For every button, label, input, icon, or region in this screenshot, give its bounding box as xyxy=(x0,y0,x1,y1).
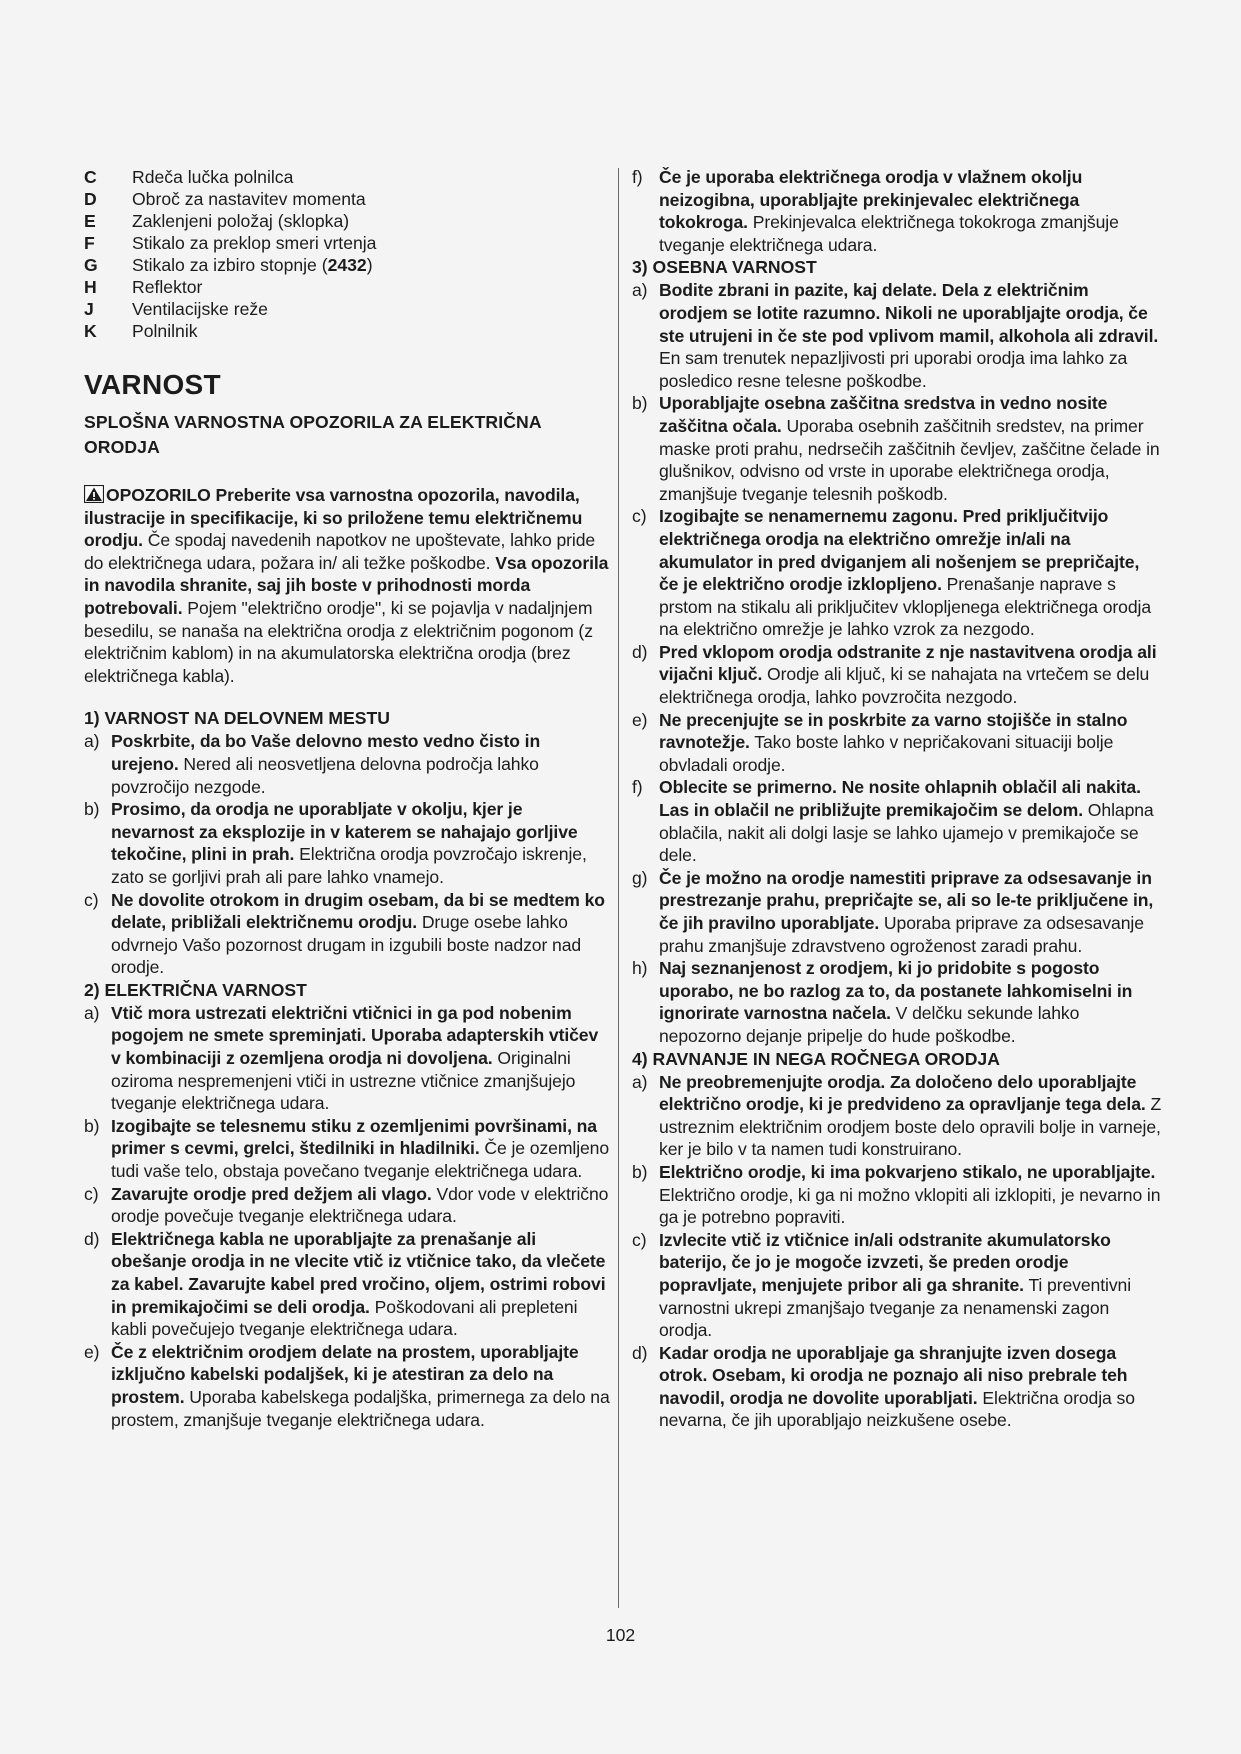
list-item: b) Električno orodje, ki ima pokvarjeno stikalo, ne uporabljajte. Električno orodje, ki ga ni možno vklopiti ali izklopiti, je nevarno in ga je potrebno popraviti. xyxy=(632,1161,1161,1228)
list-item: f) Oblecite se primerno. Ne nosite ohlapnih oblačil ali nakita. Las in oblačil ne približujte premikajočim se delom. Ohlapna oblačila, nakit ali dolgi lasje se lahko ujamejo v premikajoče se dele. xyxy=(632,777,1154,866)
legend-row: H Reflektor xyxy=(84,277,203,297)
list-item: c) Ne dovolite otrokom in drugim osebam, da bi se medtem ko delate, približali električnemu orodju. Druge osebe lahko odvrnejo Vašo pozornost drugam in izgubili boste nadzor nad orodje. xyxy=(84,889,605,978)
list-item: b) Izogibajte se telesnemu stiku z ozemljenimi površinami, na primer s cevmi, grelci, štedilniki in hladilniki. Če je ozemljeno tudi vaše telo, obstaja povečano tveganje električnega udara. xyxy=(84,1115,610,1182)
section-title: VARNOST xyxy=(84,369,221,400)
legend-row: J Ventilacijske reže xyxy=(84,299,268,319)
list-item: d) Pred vklopom orodja odstranite z nje nastavitvena orodja ali vijačni ključ. Orodje ali ključ, ki se nahajata na vrtečem se delu električnega orodja, lahko povzročita nezgodo. xyxy=(632,641,1157,708)
list-item: a) Bodite zbrani in pazite, kaj delate. Dela z električnim orodjem se lotite razumno. Nikoli ne uporabljajte orodja, če ste utrujeni in če ste pod vplivom mamil, alkohola ali zdravil. En sam trenutek nepazljivosti pri uporabi orodja ima lahko za posledico resne telesne poškodbe. xyxy=(632,280,1159,391)
list-item: e) Če z električnim orodjem delate na prostem, uporabljajte izključno kabelski podaljšek, ki je atestiran za delo na prostem. Uporaba kabelskega podaljška, primernega za delo na prostem, zmanjšuje tveganje električnega udara. xyxy=(84,1341,610,1430)
legend-row: G Stikalo za izbiro stopnje (2432) xyxy=(84,255,373,275)
list-item: c) Izvlecite vtič iz vtičnice in/ali odstranite akumulatorsko baterijo, če jo je mogoče izvzeti, še preden orodje popravljate, menjujete pribor ali ga shranite. Ti preventivni varnostni ukrepi zmanjšajo tveganje za nenamenski zagon orodja. xyxy=(632,1229,1132,1341)
section-heading: 1) VARNOST NA DELOVNEM MESTU xyxy=(84,708,390,729)
list-item: e) Ne precenjujte se in poskrbite za varno stojišče in stalno ravnotežje. Tako boste lahko v nepričakovani situaciji bolje obvladali orodje. xyxy=(632,709,1128,775)
page-number: 102 xyxy=(605,1625,636,1645)
parts-legend xyxy=(84,166,610,342)
warning-triangle-icon xyxy=(84,485,104,503)
general-warning: OPOZORILO Preberite vsa varnostna opozorila, navodila, ilustracije in specifikacije, ki so priložene temu električnemu orodju. Če spodaj navedenih napotkov ne upoštevate, lahko pride do električnega udara, požara in/ ali težke poškodbe. Vsa opozorila in navodila shranite, saj jih boste v prihodnosti morda potrebovali. Pojem "električno orodje", ki se pojavlja v nadaljnjem besedilu, se nanaša na električna orodja z električnim pogonom (z električnim kablom) in na akumulatorska električna orodja (brez električnega kabla). xyxy=(84,485,609,686)
section-heading: 2) ELEKTRIČNA VARNOST xyxy=(84,979,307,1000)
legend-row: D Obroč za nastavitev momenta xyxy=(84,189,366,209)
section-heading: 4) RAVNANJE IN NEGA ROČNEGA ORODJA xyxy=(632,1048,1000,1069)
section-subtitle: SPLOŠNA VARNOSTNA OPOZORILA ZA ELEKTRIČNA ORODJA xyxy=(84,412,541,457)
left-column xyxy=(84,166,610,1431)
legend-row: E Zaklenjeni položaj (sklopka) xyxy=(84,211,350,231)
list-item: b) Prosimo, da orodja ne uporabljate v okolju, kjer je nevarnost za eksplozije in v katerem se nahajajo gorljive tekočine, plini in prah. Električna orodja povzročajo iskrenje, zato se gorljivi prah ali pare lahko vnamejo. xyxy=(84,799,587,887)
list-item: h) Naj seznanjenost z orodjem, ki jo pridobite s pogosto uporabo, ne bo razlog za to, da postanete lahkomiselni in ignorirate varnostna načela. V delčku sekunde lahko nepozorno dejanje pripelje do hude poškodbe. xyxy=(632,958,1133,1046)
section-heading: 3) OSEBNA VARNOST xyxy=(632,257,817,278)
legend-row: C Rdeča lučka polnilca xyxy=(84,167,294,187)
list-item: g) Če je možno na orodje namestiti priprave za odsesavanje in prestrezanje prahu, prepričajte se, ali so le-te priključene in, če jih pravilno uporabljate. Uporaba priprave za odsesavanje prahu zmanjšuje zdravstveno ogroženost zaradi prahu. xyxy=(632,867,1154,956)
right-column xyxy=(632,166,1162,1432)
list-item: c) Zavarujte orodje pred dežjem ali vlago. Vdor vode v električno orodje povečuje tveganje električnega udara. xyxy=(84,1183,609,1227)
list-item: d) Električnega kabla ne uporabljajte za prenašanje ali obešanje orodja in ne vlecite vtič iz vtičnice tako, da vlečete za kabel. Zavarujte kabel pred vročino, oljem, ostrimi robovi in premikajočimi se deli orodja. Poškodovani ali prepleteni kabli povečujejo tveganje električnega udara. xyxy=(84,1228,606,1340)
list-item: a) Poskrbite, da bo Vaše delovno mesto vedno čisto in urejeno. Nered ali neosvetljena delovna področja lahko povzročijo nezgode. xyxy=(84,731,541,797)
list-item: a) Ne preobremenjujte orodja. Za določeno delo uporabljajte električno orodje, ki je predvideno za opravljanje tega dela. Z ustreznim električnim orodjem boste delo opravili bolje in varneje, ker je bilo v ta namen tudi konstruirano. xyxy=(632,1071,1162,1160)
list-item: f) Če je uporaba električnega orodja v vlažnem okolju neizogibna, uporabljajte prekinjevalec električnega tokokroga. Prekinjevalca električnega tokokroga zmanjšuje tveganje električnega udara. xyxy=(632,167,1119,255)
list-item: d) Kadar orodja ne uporabljaje ga shranjujte izven dosega otrok. Osebam, ki orodja ne poznajo ali niso prebrale teh navodil, orodja ne dovolite uporabljati. Električna orodja so nevarna, če jih uporabljajo neizkušene osebe. xyxy=(632,1342,1135,1431)
list-item: a) Vtič mora ustrezati električni vtičnici in ga pod nobenim pogojem ne smete spreminjati. Uporaba adapterskih vtičev v kombinaciji z ozemljena orodja ni dovoljena. Originalni oziroma nespremenjeni vtiči in ustrezne vtičnice zmanjšujejo tveganje električnega udara. xyxy=(84,1002,599,1114)
list-item: c) Izogibajte se nenamernemu zagonu. Pred priključitvijo električnega orodja na električno omrežje in/ali na akumulator in pred dviganjem ali nošenjem se prepričajte, če je električno orodje izklopljeno. Prenašanje naprave s prstom na stikalu ali priključitev vklopljenega električnega orodja na električno omrežje je lahko vzrok za nezgodo. xyxy=(632,506,1152,640)
column-divider xyxy=(618,168,619,1608)
list-item: b) Uporabljajte osebna zaščitna sredstva in vedno nosite zaščitna očala. Uporaba osebnih zaščitnih sredstev, na primer maske proti prahu, nedrsečih zaščitnih čevljev, zaščitne čelade in glušnikov, odvisno od vrste in uporabe električnega orodja, zmanjšuje tveganje telesnih poškodb. xyxy=(632,393,1160,504)
legend-row: K Polnilnik xyxy=(84,321,198,341)
legend-row: F Stikalo za preklop smeri vrtenja xyxy=(84,233,377,253)
